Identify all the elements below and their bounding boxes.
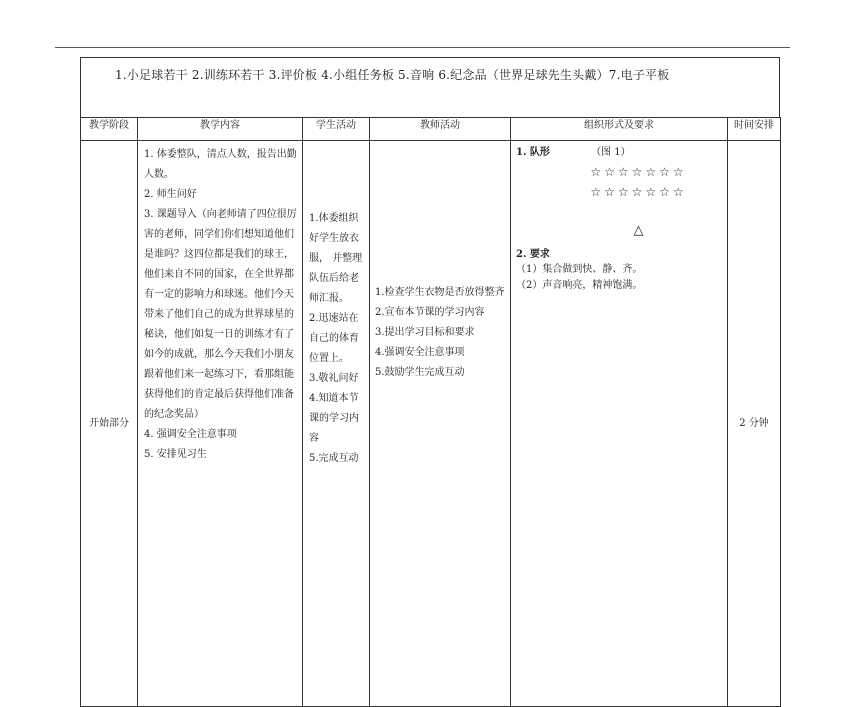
header-content: 教学内容 bbox=[138, 118, 303, 141]
student-item: 3.敬礼问好 bbox=[309, 373, 359, 384]
content-item: 5. 安排见习生 bbox=[144, 449, 207, 460]
materials-cell bbox=[80, 57, 780, 117]
formation-heading bbox=[516, 145, 721, 161]
student-star-row: ☆☆☆☆☆☆☆ bbox=[590, 184, 687, 199]
teacher-item: 4.强调安全注意事项 bbox=[375, 347, 465, 358]
teacher-triangle-icon: △ bbox=[633, 222, 644, 238]
student-item: 2.迅速站在自己的体育位置上。 bbox=[309, 313, 359, 364]
formation-title: 1. 队形 bbox=[516, 147, 550, 158]
teacher-item: 3.提出学习目标和要求 bbox=[375, 327, 475, 338]
requirements-title: 2. 要求 bbox=[516, 248, 550, 260]
teacher-item: 2.宣布本节课的学习内容 bbox=[375, 307, 485, 318]
content-item: 2. 师生问好 bbox=[144, 189, 197, 200]
student-star-row: ☆☆☆☆☆☆☆ bbox=[590, 164, 687, 179]
figure-note: （图 1） bbox=[591, 147, 631, 158]
organization-cell bbox=[511, 141, 728, 707]
content-item: 1. 体委整队，清点人数，报告出勤人数。 bbox=[144, 149, 297, 180]
teacher-item: 5.鼓励学生完成互动 bbox=[375, 367, 465, 378]
header-stage: 教学阶段 bbox=[81, 118, 138, 141]
student-item: 5.完成互动 bbox=[309, 453, 359, 464]
content-cell bbox=[138, 141, 303, 707]
student-cell bbox=[303, 141, 370, 707]
table-header-row bbox=[81, 118, 781, 141]
requirement-item: （1）集合做到快、静、齐。 bbox=[516, 264, 643, 276]
student-item: 1.体委组织好学生放衣服， 并整理队伍后给老师汇报。 bbox=[309, 213, 363, 304]
teacher-cell bbox=[370, 141, 511, 707]
lesson-plan-table bbox=[80, 117, 781, 707]
student-item: 4.知道本节课的学习内容 bbox=[309, 393, 359, 444]
table-row bbox=[81, 141, 781, 707]
materials-text: 1.小足球若干 2.训练环若干 3.评价板 4.小组任务板 5.音响 6.纪念品（世界足球先生头戴）7.电子平板 bbox=[115, 68, 670, 82]
time-cell: 2 分钟 bbox=[728, 141, 781, 707]
content-item: 4. 强调安全注意事项 bbox=[144, 429, 237, 440]
header-teacher: 教师活动 bbox=[370, 118, 511, 141]
requirement-item: （2）声音响亮，精神饱满。 bbox=[516, 279, 643, 291]
stage-cell: 开始部分 bbox=[81, 141, 138, 707]
header-time: 时间安排 bbox=[728, 118, 781, 141]
header-student: 学生活动 bbox=[303, 118, 370, 141]
page-header-line bbox=[55, 47, 790, 48]
content-item: 3. 课题导入（向老师请了四位很厉害的老师，同学们你们想知道他们是谁吗？这四位都是我们的球王，他们来自不同的国家，在全世界都有一定的影响力和球迷。他们今天带来了他们自己的成为世界球星的秘诀，他们如复一日的训练才有了如今的成就，那么今天我们小朋友跟着他们来一起练习下，看那组能获得他们的肯定最后获得他们准备的纪念奖品） bbox=[144, 209, 297, 420]
header-organization: 组织形式及要求 bbox=[511, 118, 728, 141]
teacher-item: 1.检查学生衣物是否放得整齐 bbox=[375, 287, 505, 298]
